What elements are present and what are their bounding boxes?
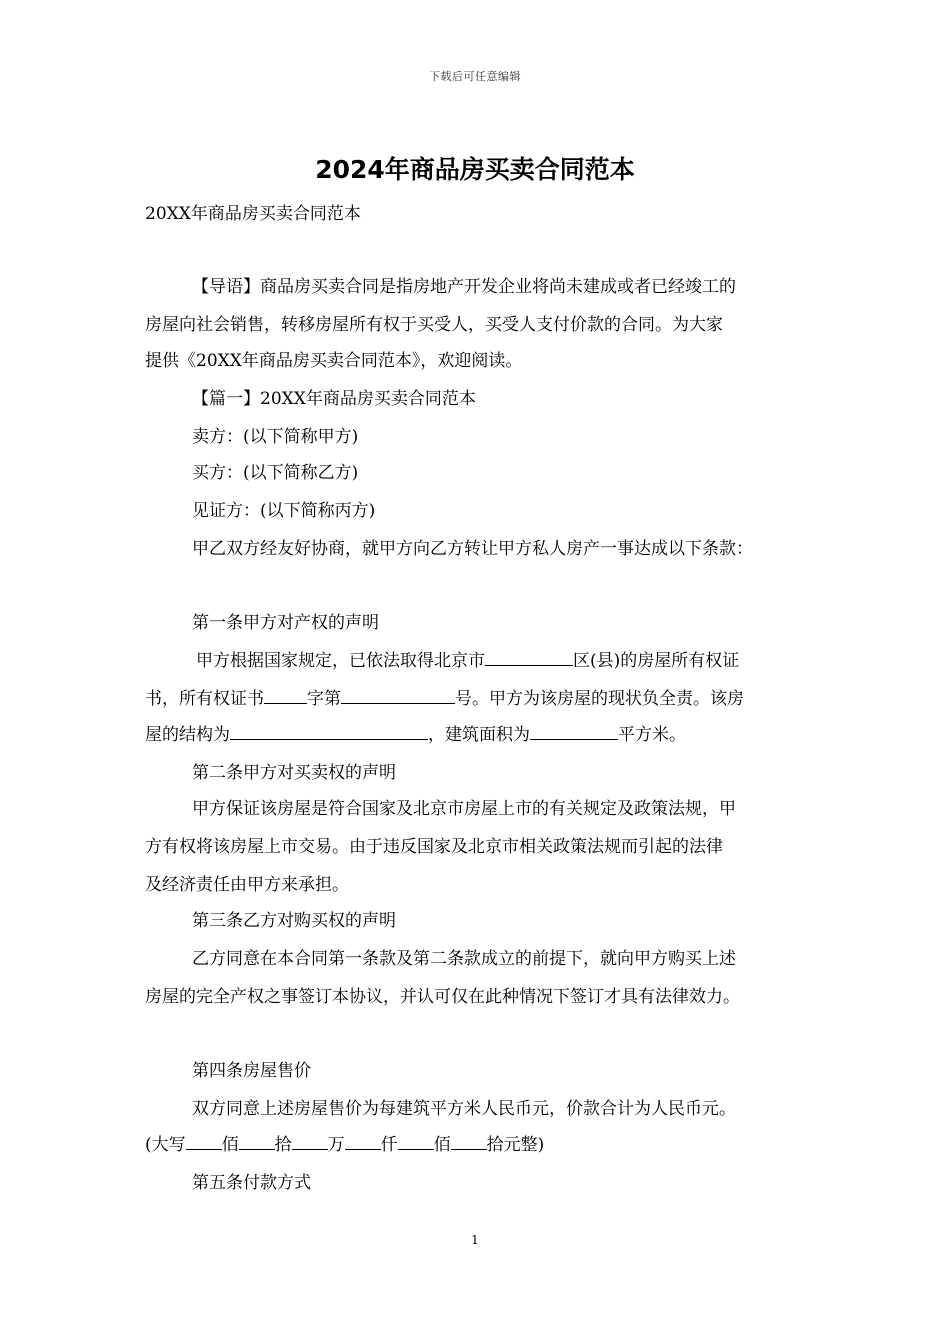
article-3-title: 第三条乙方对购买权的声明: [192, 911, 396, 931]
article-1-text: 甲方根据国家规定，已依法取得北京市: [196, 651, 485, 671]
subtitle: 20XX年商品房买卖合同范本: [145, 204, 361, 224]
article-2-title: 第二条甲方对买卖权的声明: [192, 763, 396, 783]
article-2-line-2: 方有权将该房屋上市交易。由于违反国家及北京市相关政策法规而引起的法律: [145, 837, 723, 857]
blank-amount[interactable]: [186, 1134, 222, 1150]
amount-text: 佰: [433, 1135, 451, 1155]
article-1-line-1: [196, 650, 739, 672]
article-1-title: 第一条甲方对产权的声明: [192, 613, 379, 633]
amount-text: 拾: [274, 1135, 292, 1155]
article-1-text: 号。甲方为该房屋的现状负全责。该房: [455, 689, 744, 709]
blank-amount[interactable]: [345, 1134, 381, 1150]
blank-amount[interactable]: [239, 1134, 275, 1150]
party-seller: 卖方：(以下简称甲方): [192, 427, 359, 447]
party-witness: 见证方：(以下简称丙方): [192, 501, 376, 521]
article-1-text: 区(县)的房屋所有权证: [573, 651, 740, 671]
article-1-line-3: [145, 724, 686, 746]
article-3-line-2: 房屋的完全产权之事签订本协议，并认可仅在此种情况下签订才具有法律效力。: [145, 987, 740, 1007]
blank-amount[interactable]: [451, 1134, 487, 1150]
amount-text: 拾元整): [486, 1135, 545, 1155]
article-1-text: 字第: [307, 689, 341, 709]
blank-cert-prefix[interactable]: [264, 688, 307, 704]
intro-line-2: 房屋向社会销售，转移房屋所有权于买受人，买受人支付价款的合同。为大家: [145, 315, 723, 335]
article-5-title: 第五条付款方式: [192, 1173, 311, 1193]
article-1-line-2: [145, 688, 744, 710]
amount-text: (大写: [145, 1135, 186, 1155]
blank-cert-number[interactable]: [341, 688, 455, 704]
blank-amount[interactable]: [398, 1134, 434, 1150]
amount-text: 万: [327, 1135, 345, 1155]
header-note: 下载后可任意编辑: [429, 70, 521, 83]
agreement-statement: 甲乙双方经友好协商，就甲方向乙方转让甲方私人房产一事达成以下条款：: [192, 539, 753, 559]
amount-text: 仟: [380, 1135, 398, 1155]
article-2-line-3: 及经济责任由甲方来承担。: [145, 875, 349, 895]
article-1-text: ，建筑面积为: [428, 725, 530, 745]
blank-amount[interactable]: [292, 1134, 328, 1150]
blank-structure[interactable]: [230, 724, 428, 740]
article-2-line-1: 甲方保证该房屋是符合国家及北京市房屋上市的有关规定及政策法规，甲: [192, 799, 736, 819]
article-4-line-2: [145, 1134, 544, 1156]
amount-text: 佰: [221, 1135, 239, 1155]
intro-line-1: 【导语】商品房买卖合同是指房地产开发企业将尚未建成或者已经竣工的: [192, 277, 736, 297]
party-buyer: 买方：(以下简称乙方): [192, 463, 359, 483]
article-1-text: 屋的结构为: [145, 725, 230, 745]
article-4-title: 第四条房屋售价: [192, 1061, 311, 1081]
blank-area[interactable]: [530, 724, 618, 740]
section-title: 【篇一】20XX年商品房买卖合同范本: [192, 389, 476, 409]
article-4-line-1: 双方同意上述房屋售价为每建筑平方米人民币元，价款合计为人民币元。: [192, 1099, 736, 1119]
article-1-text: 书，所有权证书: [145, 689, 264, 709]
page-number: 1: [471, 1233, 479, 1247]
intro-line-3: 提供《20XX年商品房买卖合同范本》，欢迎阅读。: [145, 351, 523, 371]
article-3-line-1: 乙方同意在本合同第一条款及第二条款成立的前提下，就向甲方购买上述: [192, 949, 736, 969]
blank-district[interactable]: [485, 650, 573, 666]
article-1-text: 平方米。: [618, 725, 686, 745]
document-title: 2024年商品房买卖合同范本: [315, 155, 635, 184]
